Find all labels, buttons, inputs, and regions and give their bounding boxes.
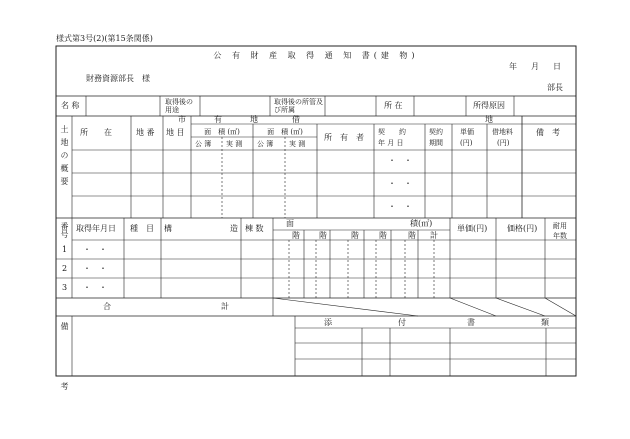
building-row-date-3: ・ ・ (83, 283, 107, 292)
land-location-header: 所 在 (80, 128, 112, 137)
building-row-number-1: 1 (62, 245, 68, 254)
useful-life-header-top: 耐用 (553, 222, 567, 230)
building-unit-price-header: 単価(円) (457, 224, 488, 233)
grand-total-label-left: 合 (103, 302, 111, 311)
jurisdiction-label: 取得後の所管及び所属 (274, 98, 323, 114)
municipal-land-header: 市 有 地 (178, 115, 268, 124)
building-row-number-3: 3 (62, 283, 68, 292)
form-title: 公 有 財 産 取 得 通 知 書(建 物) (213, 51, 419, 60)
building-price-header: 価格(円) (507, 224, 538, 233)
floor-label-2: 階 (319, 231, 327, 240)
building-row-date-1: ・ ・ (83, 245, 107, 254)
measured-area-2: 実 測 (289, 140, 306, 148)
land-category-header: 地 目 (166, 128, 185, 137)
building-row-number-2: 2 (62, 264, 68, 273)
building-number-header: 番号 (60, 222, 69, 238)
registered-area-1: 公 簿 (195, 140, 212, 148)
building-count-header: 棟 数 (245, 224, 264, 233)
contract-period-header-bottom: 期間 (429, 139, 443, 147)
acquisition-cause-label: 所得原因 (473, 101, 505, 110)
attachments-header-2: 付 (398, 318, 406, 327)
structure-header-left: 構 (164, 224, 172, 233)
attachments-header-1: 添 (324, 318, 332, 327)
land-date-dots-3: ・ ・ (388, 202, 412, 211)
form-style-number: 様式第3号(2)(第15条関係) (56, 34, 153, 43)
location-label: 所 在 (384, 101, 403, 110)
leased-land-header: 借 (292, 115, 300, 124)
useful-life-header-bottom: 年数 (553, 232, 567, 240)
sender-department: 部長 (547, 83, 563, 92)
floor-label-4: 階 (379, 231, 387, 240)
name-label: 名 称 (61, 101, 80, 110)
owner-header: 所 有 者 (324, 133, 364, 142)
contract-date-header-top: 契 約 (378, 128, 406, 136)
use-after-acquisition-label: 取得後の用途 (165, 98, 193, 114)
floor-label-5: 階 (408, 231, 416, 240)
building-type-header: 種 目 (130, 224, 154, 233)
building-row-date-2: ・ ・ (83, 264, 107, 273)
leased-land-header-suffix: 地 (485, 115, 493, 124)
grand-total-label-right: 計 (221, 302, 229, 311)
structure-header-right: 造 (230, 224, 238, 233)
attachments-header-4: 類 (541, 318, 549, 327)
floor-label-3: 階 (351, 231, 359, 240)
rent-header-top: 借地料 (492, 128, 513, 136)
land-date-dots-1: ・ ・ (388, 156, 412, 165)
registered-area-2: 公 簿 (257, 140, 274, 148)
measured-area-1: 実 測 (226, 140, 243, 148)
floor-area-header-left: 面 (286, 219, 294, 228)
date-month: 月 (531, 62, 539, 71)
acquired-date-header: 取得年月日 (76, 224, 116, 233)
contract-period-header-top: 契約 (429, 128, 443, 136)
area-header-municipal: 面 積 (㎡) (204, 128, 240, 136)
area-header-leased: 面 積 (㎡) (267, 128, 303, 136)
floor-label-1: 階 (292, 231, 300, 240)
floor-area-header-right: 積(㎡) (410, 219, 433, 228)
unit-price-header-top: 単価 (460, 128, 474, 136)
addressee: 財務資源部長 様 (86, 74, 150, 83)
date-day: 日 (553, 62, 561, 71)
land-date-dots-2: ・ ・ (388, 179, 412, 188)
floor-area-total-label: 計 (430, 231, 438, 240)
rent-header-bottom: (円) (497, 139, 510, 147)
remarks-label: 備 考 (60, 322, 69, 412)
lot-number-header: 地 番 (136, 128, 155, 137)
unit-price-header-bottom: (円) (460, 139, 473, 147)
contract-date-header-bottom: 年 月 日 (378, 139, 404, 147)
date-year: 年 (509, 62, 517, 71)
attachments-header-3: 書 (467, 318, 475, 327)
land-overview-label: 土地の概要 (60, 125, 69, 190)
land-remarks-header: 備 考 (536, 128, 560, 137)
